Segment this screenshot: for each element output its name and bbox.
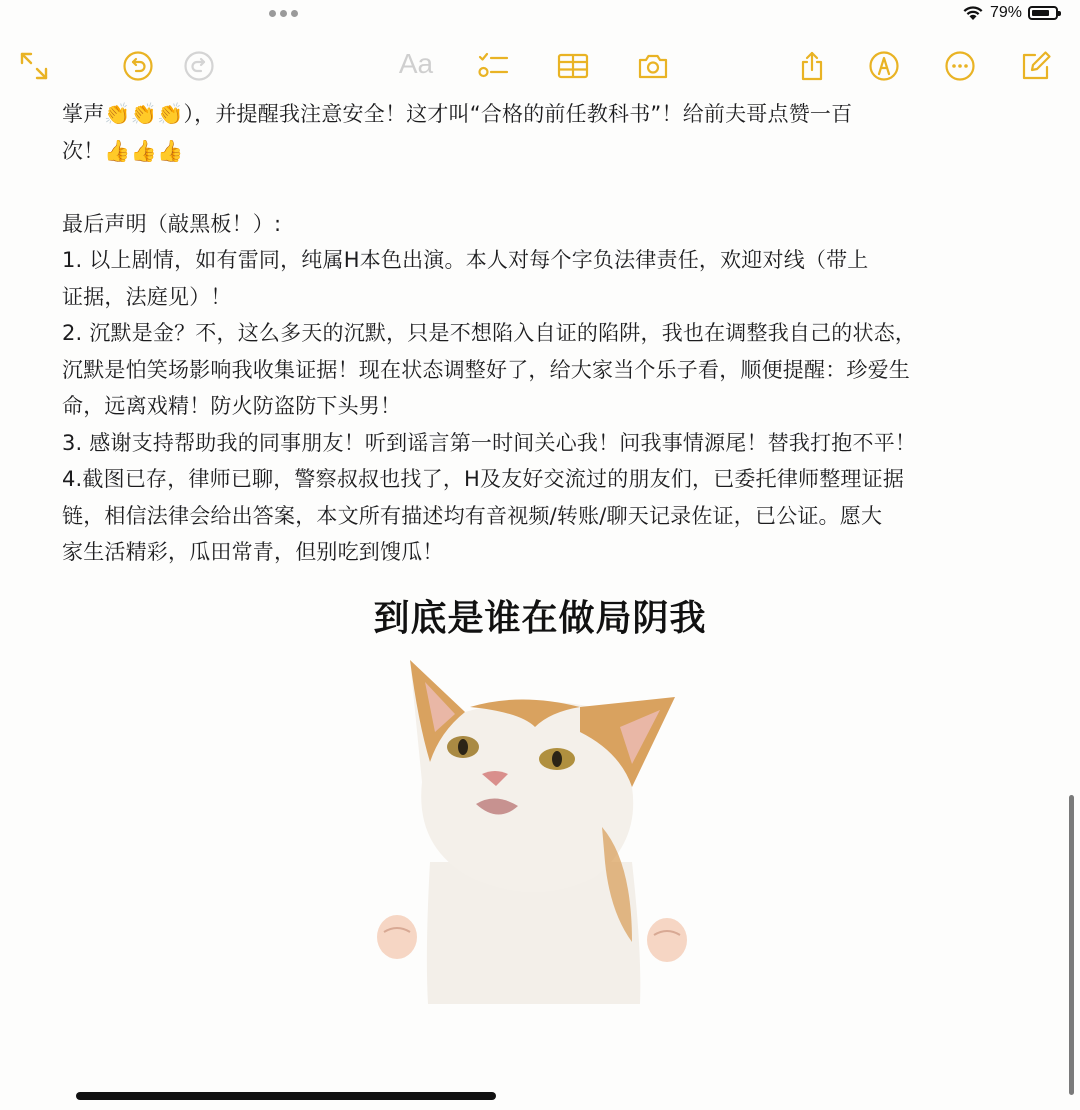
note-line: 链，相信法律会给出答案，本文所有描述均有音视频/转账/聊天记录佐证，已公证。愿大 xyxy=(62,503,883,528)
note-line: 次！👍👍👍 xyxy=(62,138,184,163)
note-line: 4.截图已存，律师已聊，警察叔叔也找了，H及友好交流过的朋友们，已委托律师整理证据 xyxy=(62,467,905,491)
cat-meme-image[interactable] xyxy=(370,652,700,1004)
share-icon[interactable] xyxy=(796,50,828,82)
table-icon[interactable] xyxy=(557,50,589,82)
redo-icon[interactable] xyxy=(183,50,215,82)
note-line: 命，远离戏精！防火防盗防下头男！ xyxy=(62,394,402,418)
notes-toolbar xyxy=(0,40,1080,96)
more-icon[interactable] xyxy=(944,50,976,82)
meme-caption: 到底是谁在做局阴我 xyxy=(373,598,707,639)
multitasking-dots[interactable] xyxy=(269,10,298,17)
home-indicator[interactable] xyxy=(76,1092,496,1100)
note-line-blank xyxy=(62,169,1022,206)
note-line: 掌声👏👏👏），并提醒我注意安全！这才叫“合格的前任教科书”！给前夫哥点赞一百 xyxy=(62,102,853,126)
status-bar xyxy=(0,0,1080,34)
expand-icon[interactable] xyxy=(18,50,50,82)
battery-icon xyxy=(1028,6,1058,20)
compose-icon[interactable] xyxy=(1020,50,1052,82)
camera-icon[interactable] xyxy=(637,50,669,82)
note-line: 沉默是怕笑场影响我收集证据！现在状态调整好了，给大家当个乐子看，顺便提醒：珍爱生 xyxy=(62,357,910,382)
checklist-icon[interactable] xyxy=(477,50,509,82)
note-line: 证据，法庭见）！ xyxy=(62,284,232,309)
wifi-icon xyxy=(962,5,984,21)
markup-icon[interactable] xyxy=(868,50,900,82)
undo-icon[interactable] xyxy=(122,50,154,82)
note-line: 3. 感谢支持帮助我的同事朋友！听到谣言第一时间关心我！问我事情源尾！替我打抱不平！ xyxy=(62,430,917,455)
note-line: 2. 沉默是金？不，这么多天的沉默，只是不想陷入自证的陷阱，我也在调整我自己的状态， xyxy=(62,321,917,345)
note-body[interactable] xyxy=(62,96,1022,571)
note-line: 1. 以上剧情，如有雷同，纯属H本色出演。本人对每个字负法律责任，欢迎对线（带上 xyxy=(62,248,869,272)
note-line: 家生活精彩，瓜田常青，但别吃到馊瓜！ xyxy=(62,540,444,564)
note-line: 最后声明（敲黑板！）: xyxy=(62,211,282,236)
status-indicators xyxy=(962,4,1058,22)
battery-percent: 79% xyxy=(989,4,1022,21)
scrollbar[interactable] xyxy=(1069,795,1074,1095)
format-aa-button[interactable]: Aa xyxy=(398,48,434,79)
